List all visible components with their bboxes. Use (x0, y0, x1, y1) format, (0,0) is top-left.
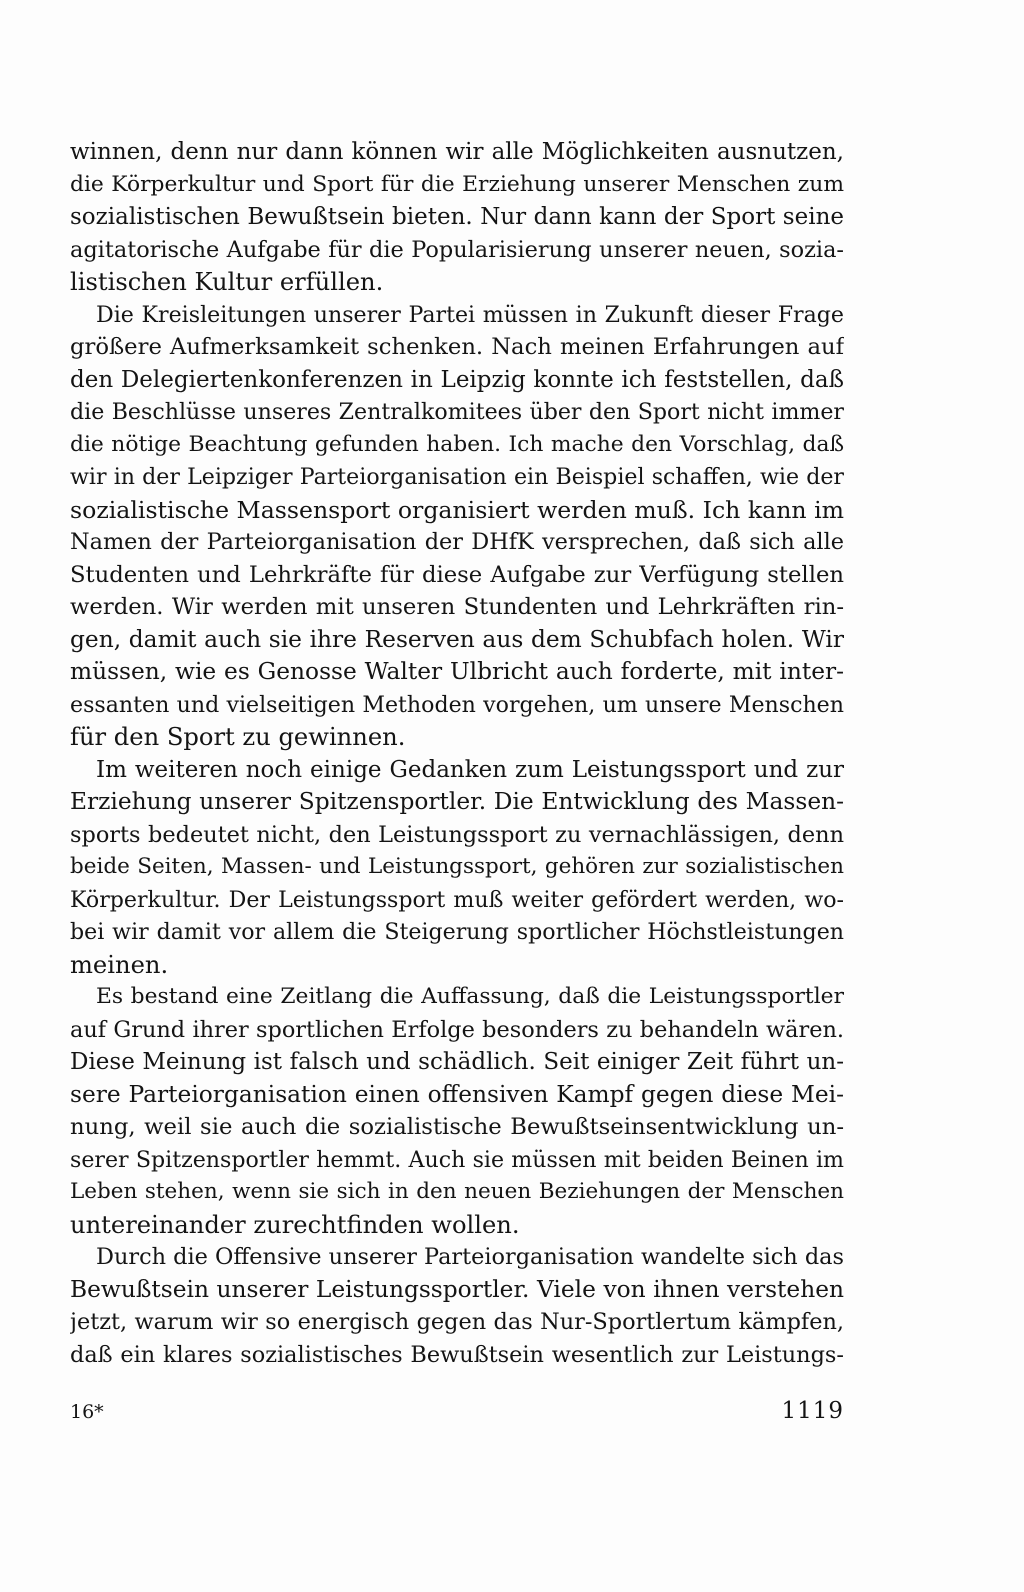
text-line: agitatorische Aufgabe für die Popularisierung unserer neuen, sozia- (70, 236, 844, 263)
text-line: Diese Meinung ist falsch und schädlich. Seit einiger Zeit führt un- (70, 1049, 844, 1075)
text-line: essanten und vielseitigen Methoden vorgehen, um unsere Menschen (70, 691, 844, 718)
text-line: sozialistische Massensport organisiert werden muß. Ich kann im (70, 495, 844, 524)
text-line: winnen, denn nur dann können wir alle Möglichkeiten ausnutzen, (70, 139, 844, 165)
text-line: listischen Kultur erfüllen. (70, 268, 384, 296)
text-line: daß ein klares sozialistisches Bewußtsein wesentlich zur Leistungs- (70, 1341, 844, 1368)
text-line: Bewußtsein unserer Leistungssportler. Viele von ihnen verstehen (70, 1275, 844, 1303)
text-line: jetzt, warum wir so energisch gegen das Nur-Sportlertum kämpfen, (70, 1309, 844, 1335)
text-line: nung, weil sie auch die sozialistische Bewußtseinsentwicklung un- (70, 1114, 844, 1140)
printer-signature-mark: 16* (70, 1401, 104, 1423)
text-line: werden. Wir werden mit unseren Stundenten und Lehrkräften rin- (70, 594, 844, 620)
text-line: die Beschlüsse unseres Zentralkomitees über den Sport nicht immer (70, 399, 844, 425)
text-line: bei wir damit vor allem die Steigerung sportlicher Höchstleistungen (70, 919, 844, 945)
body-text (70, 136, 844, 1371)
text-line: sozialistischen Bewußtsein bieten. Nur dann kann der Sport seine (70, 204, 844, 230)
text-line: die Körperkultur und Sport für die Erziehung unserer Menschen zum (70, 171, 844, 197)
text-line: sere Parteiorganisation einen offensiven Kampf gegen diese Mei- (70, 1080, 844, 1108)
text-line: wir in der Leipziger Parteiorganisation ein Beispiel schaffen, wie der (70, 464, 844, 490)
text-line: gen, damit auch sie ihre Reserven aus dem Schubfach holen. Wir (70, 625, 844, 653)
text-line: Durch die Offensive unserer Parteiorganisation wandelte sich das (96, 1244, 844, 1270)
text-line: untereinander zurechtfinden wollen. (70, 1210, 520, 1239)
page-number: 1119 (781, 1398, 844, 1424)
text-line: Leben stehen, wenn sie sich in den neuen Beziehungen der Menschen (70, 1179, 844, 1204)
text-line: Die Kreisleitungen unserer Partei müssen in Zukunft dieser Frage (96, 301, 844, 328)
text-line: für den Sport zu gewinnen. (70, 723, 406, 751)
text-line: Körperkultur. Der Leistungssport muß weiter gefördert werden, wo- (70, 886, 844, 913)
text-line: Namen der Parteiorganisation der DHfK versprechen, daß sich alle (70, 529, 844, 555)
text-line: auf Grund ihrer sportlichen Erfolge besonders zu behandeln wären. (70, 1016, 844, 1043)
text-line: die nötige Beachtung gefunden haben. Ich mache den Vorschlag, daß (70, 431, 844, 457)
text-line: Im weiteren noch einige Gedanken zum Leistungssport und zur (96, 756, 844, 783)
text-line: den Delegiertenkonferenzen in Leipzig konnte ich feststellen, daß (70, 366, 844, 393)
text-line: beide Seiten, Massen- und Leistungssport, gehören zur sozialistischen (70, 854, 844, 879)
text-line: Studenten und Lehrkräfte für diese Aufgabe zur Verfügung stellen (70, 561, 844, 588)
text-line: müssen, wie es Genosse Walter Ulbricht auch forderte, mit inter- (70, 658, 844, 685)
text-line: Es bestand eine Zeitlang die Auffassung, daß die Leistungssportler (96, 984, 844, 1009)
text-line: meinen. (70, 950, 169, 979)
text-line: größere Aufmerksamkeit schenken. Nach meinen Erfahrungen auf (70, 334, 844, 360)
text-line: serer Spitzensportler hemmt. Auch sie müssen mit beiden Beinen im (70, 1146, 844, 1173)
text-line: Erziehung unserer Spitzensportler. Die Entwicklung des Massen- (70, 788, 844, 815)
text-line: sports bedeutet nicht, den Leistungssport zu vernachlässigen, denn (70, 821, 844, 848)
